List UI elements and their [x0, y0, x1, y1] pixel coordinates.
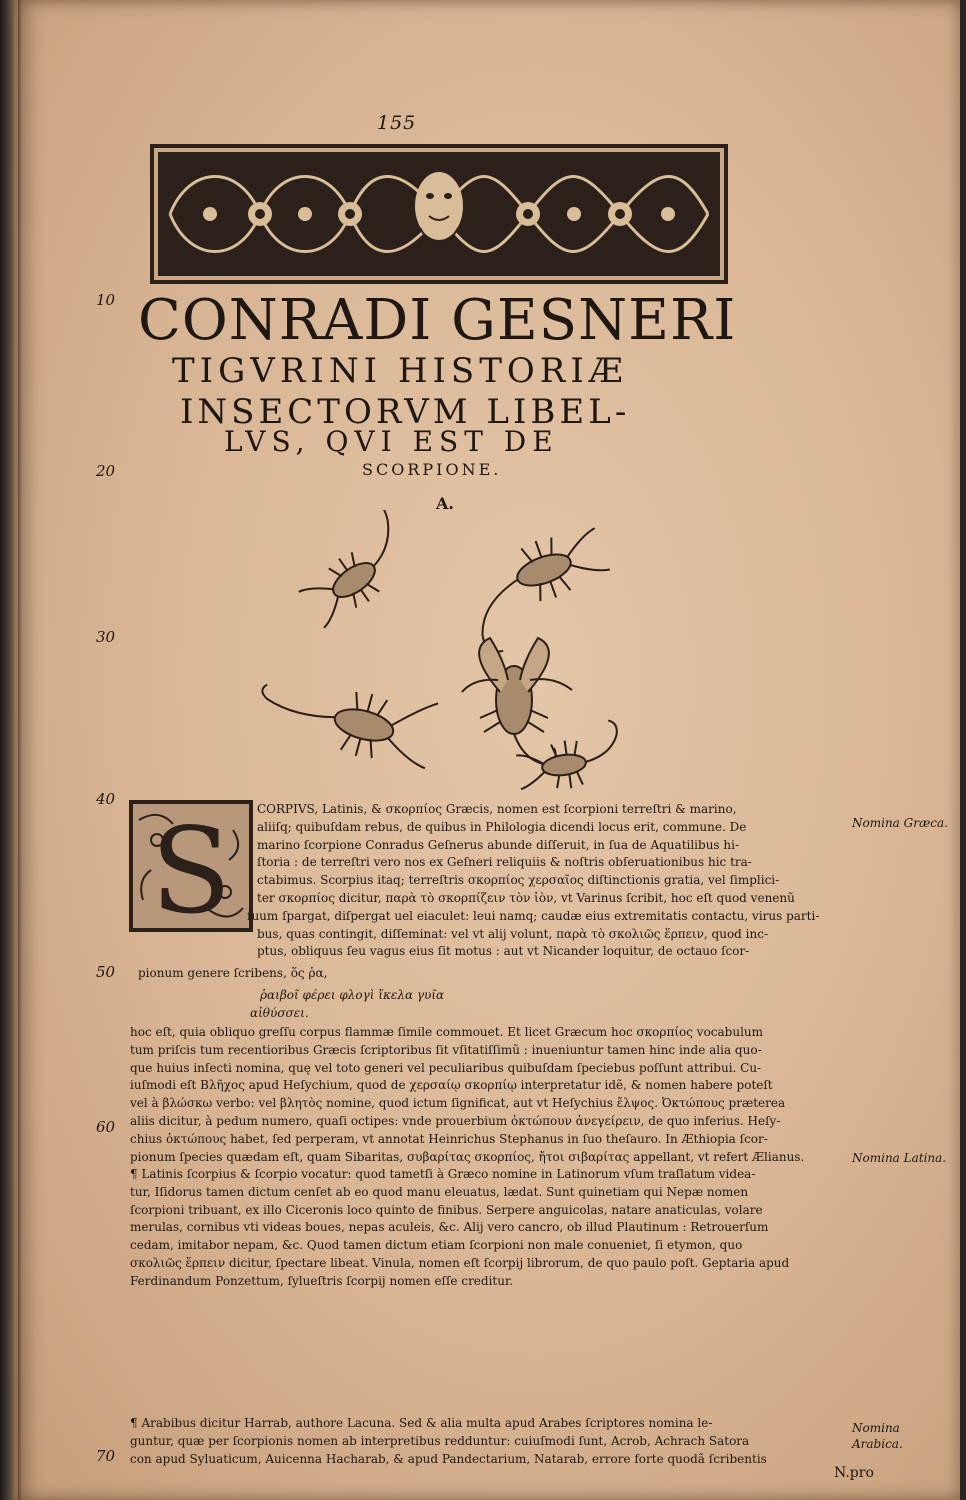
line-number: 70 [96, 1447, 116, 1465]
initial-letter: S [150, 802, 232, 932]
text-line: guntur, quæ per ſcorpionis nomen ab interpretibus redduntur: cuiuſmodi ſunt, Acrob, Achrach Satora [130, 1433, 750, 1448]
text-line: ¶ Latinis ſcorpius & ſcorpio vocatur: quod tametſi à Græco nomine in Latinorum vſum traſlatum videa- [130, 1167, 756, 1181]
scorpion-figure [458, 521, 624, 656]
text-line: cedam, imitabor nepam, &c. Quod tamen dictum etiam ſcorpioni non male conueniet, ſi etymon, quo [130, 1238, 743, 1253]
greek-verse-line-2: αἰθύσσει. [250, 1006, 309, 1020]
margin-note-arabic-names: Nomina Arabica. [852, 1421, 903, 1451]
text-line: bus, quas contingit, diſſeminat: vel vt alij volunt, παρὰ τὸ σκολιῶς ἕρπειν, quod inc- [257, 926, 769, 941]
paragraph-3 [130, 1166, 789, 1291]
paragraph-1-last-line: pionum genere ſcribens, ὅς ῥα, [138, 966, 328, 980]
text-line: tur, Iſidorus tamen dictum cenſet ab eo quod manu eleuatus, lædat. Sunt quinetiam qui Nepæ nomen [130, 1184, 749, 1199]
text-line: chius ὀκτώπους habet, ſed perperam, vt annotat Heinrichus Stephanus in ſuo theſauro. In Æthiopia ſcor- [130, 1131, 768, 1146]
line-number: 20 [96, 462, 116, 480]
text-line: ter σκορπίος dicitur, παρὰ τὸ σκορπίζειν τὸν ἰὸν, vt Varinus ſcribit, hoc eſt quod venenũ [257, 890, 795, 905]
line-number: 10 [96, 291, 116, 309]
text-line: aliis dicitur, à pedum numero, quaſi octipes: vnde prouerbium ὀκτώπουν ἀνεγείρειν, de quo inferius. Heſy- [130, 1113, 781, 1128]
title-line-1: CONRADI GESNERI [138, 288, 737, 353]
book-spine [0, 0, 14, 1500]
text-line: ¶ Arabibus dicitur Harrab, authore Lacuna. Sed & alia multa apud Arabes ſcriptores nomina le- [130, 1416, 713, 1430]
title-line-4: LVS, QVI EST DE [224, 425, 559, 458]
margin-note-latin-names: Nomina Latina. [852, 1151, 947, 1165]
text-line: σκολιῶς ἕρπειν dicitur, ſpectare libeat. Vinula, nomen eſt ſcorpij librorum, de quo paulo poſt. Geptaria apud [130, 1255, 790, 1270]
ornamental-headpiece [150, 144, 728, 284]
text-line: ſuum ſpargat, diſpergat uel eiaculet: leui namq; caudæ eius extremitatis contactu, virus parti- [247, 908, 820, 923]
scorpion-illustrations [244, 510, 724, 800]
title-line-5: SCORPIONE. [362, 460, 502, 479]
book-page [14, 0, 960, 1500]
text-line: marino ſcorpione Conradus Geſnerus abunde diſſeruit, in ſua de Aquatilibus hi- [257, 837, 740, 852]
folio-number: 155 [377, 112, 417, 134]
text-line: CORPIVS, Latinis, & σκορπίος Græcis, nomen est ſcorpioni terreſtri & marino, [257, 802, 737, 816]
paragraph-1 [247, 801, 820, 961]
text-line: con apud Syluaticum, Auicenna Hacharab, & apud Pandectarium, Natarab, errore forte quodã ſcribentis [130, 1451, 767, 1466]
text-line: Ferdinandum Ponzettum, ſylueſtris ſcorpij nomen eſſe creditur. [130, 1273, 514, 1288]
scorpion-figure [252, 659, 442, 774]
text-line: ptus, obliquus ſeu vagus eius ſit motus : aut vt Nicander loquitur, de octauo ſcor- [257, 944, 750, 959]
line-number: 30 [96, 628, 116, 646]
paragraph-4 [130, 1415, 767, 1468]
text-line: ſtoria : de terreſtri vero nos ex Geſneri reliquiis & noſtris obſeruationibus hic tra- [257, 855, 752, 870]
text-line: hoc eſt, quia obliquo greſſu corpus flammæ ſimile commouet. Et licet Græcum hoc σκορπίος vocabulum [130, 1025, 764, 1039]
page-fold-shadow [18, 0, 22, 1500]
text-line: que huius inſecti nomina, quę vel toto generi vel peculiaribus quibuſdam ſpeciebus poſſunt attribui. Cu- [130, 1060, 762, 1075]
text-line: ctabimus. Scorpius itaq; terreſtris σκορπίος χερσαῖος diſtinctionis gratia, vel ſimplici- [257, 873, 780, 888]
winged-scorpion-figure [462, 638, 572, 764]
scorpion-figure [513, 719, 624, 795]
text-line: tum priſcis tum recentioribus Græcis ſcriptoribus ſit vſitatiſſimũ : inueniuntur tamen hinc inde alia quo- [130, 1042, 762, 1057]
text-line: merulas, cornibus vti videas boues, nepas aculeis, &c. Alij vero cancro, ob illud Plautinum : Retrouerſum [130, 1220, 769, 1235]
text-line: vel à βλώσκω verbo: vel βλητὸς nomine, quod ictum ſignificat, aut vt Heſychius ἔλψος. Ὀκτώπους præterea [130, 1096, 786, 1111]
line-number: 40 [96, 790, 116, 808]
title-line-3: INSECTORVM LIBEL- [180, 392, 631, 432]
decorated-initial-S [129, 800, 253, 932]
line-number: 50 [96, 963, 116, 981]
scorpion-figure [277, 510, 422, 631]
title-line-2: TIGVRINI HISTORIÆ [172, 351, 628, 391]
catchword: N.pro [834, 1465, 874, 1481]
text-line: ſcorpioni tribuant, ex illo Ciceronis loco quinto de finibus. Serpere anguicolas, natare anaticulas, volare [130, 1202, 763, 1217]
section-letter: A. [436, 494, 454, 513]
greek-verse-line-1: ῥαιβοῖ φέρει φλογὶ ἴκελα γυῖα [260, 988, 445, 1002]
paragraph-2 [130, 1024, 804, 1166]
text-line: pionum ſpecies quædam eſt, quam Sibaritas, συβαρίτας σκορπίος, ἤτοι σιβαρίτας appellant, vt refert Ælianus. [130, 1149, 805, 1164]
text-line: iuſmodi eſt Βλῆχος apud Heſychium, quod de χερσαίῳ σκορπίῳ interpretatur idẽ, & nomen habere poteſt [130, 1078, 773, 1093]
margin-note-greek-names: Nomina Græca. [852, 816, 948, 830]
line-number: 60 [96, 1118, 116, 1136]
text-line: aliiſq; quibuſdam rebus, de quibus in Philologia dicendi locus erit, commune. De [257, 819, 747, 834]
